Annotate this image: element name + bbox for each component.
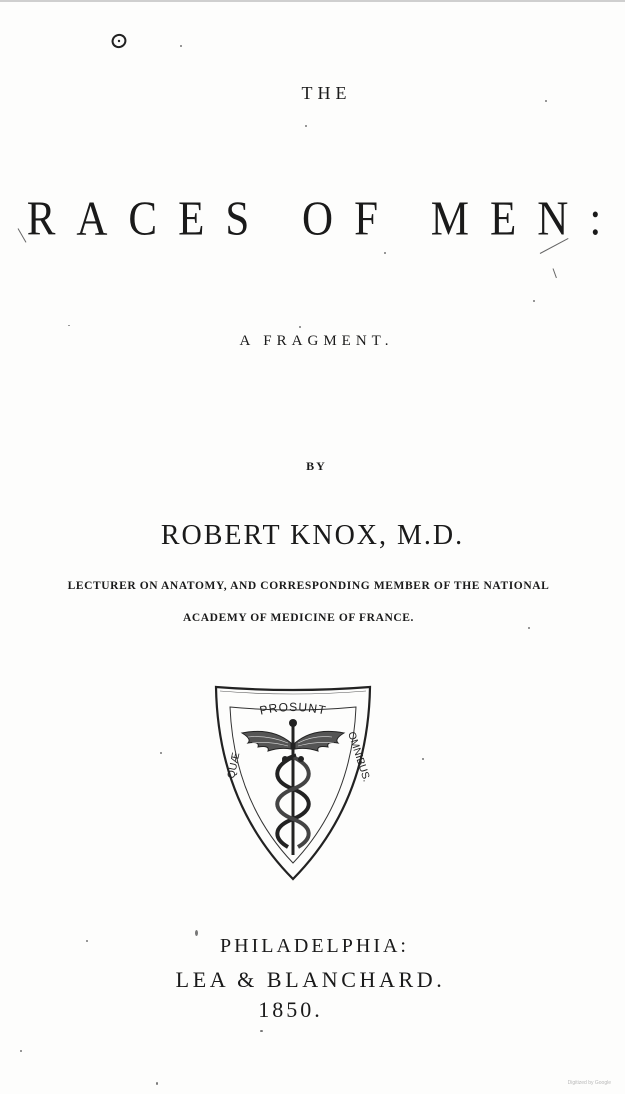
scan-speck <box>86 940 88 942</box>
title-article: THE <box>301 83 352 103</box>
scan-speck <box>299 326 301 328</box>
scan-speck <box>68 325 70 326</box>
scan-edge <box>0 0 625 2</box>
caduceus-shield-icon <box>212 683 374 883</box>
scan-speck <box>180 45 182 47</box>
scan-speck <box>160 752 162 754</box>
scan-speck <box>533 300 535 302</box>
book-subtitle: A FRAGMENT. <box>239 333 394 349</box>
author-affiliation-line-2: ACADEMY OF MEDICINE OF FRANCE. <box>182 612 415 624</box>
by-line: BY <box>306 459 327 473</box>
imprint-year: 1850. <box>258 997 323 1022</box>
motto-top: PROSUNT <box>258 699 328 718</box>
scan-speck <box>195 930 198 936</box>
scan-mark <box>553 268 557 278</box>
book-title: RACES OF MEN: <box>26 193 623 246</box>
author-affiliation-line-1: LECTURER ON ANATOMY, AND CORRESPONDING MEMBER OF THE NATIONAL <box>67 580 550 592</box>
scan-speck <box>545 100 547 102</box>
imprint-city: PHILADELPHIA: <box>220 935 409 957</box>
imprint-publisher: LEA & BLANCHARD. <box>175 967 446 992</box>
scan-speck <box>528 627 530 629</box>
scan-speck <box>20 1050 22 1052</box>
scan-speck <box>156 1082 158 1085</box>
scan-speck <box>305 125 307 127</box>
handwritten-circle-mark <box>108 30 130 52</box>
scan-speck <box>384 252 386 254</box>
scan-speck <box>422 758 424 760</box>
digitized-mark: Digitized by Google <box>567 1080 611 1086</box>
author-name: ROBERT KNOX, M.D. <box>160 520 465 551</box>
scan-speck <box>260 1030 263 1032</box>
motto-right: OMNIBUS. <box>345 730 373 784</box>
motto-left: QUÆ <box>225 751 243 780</box>
